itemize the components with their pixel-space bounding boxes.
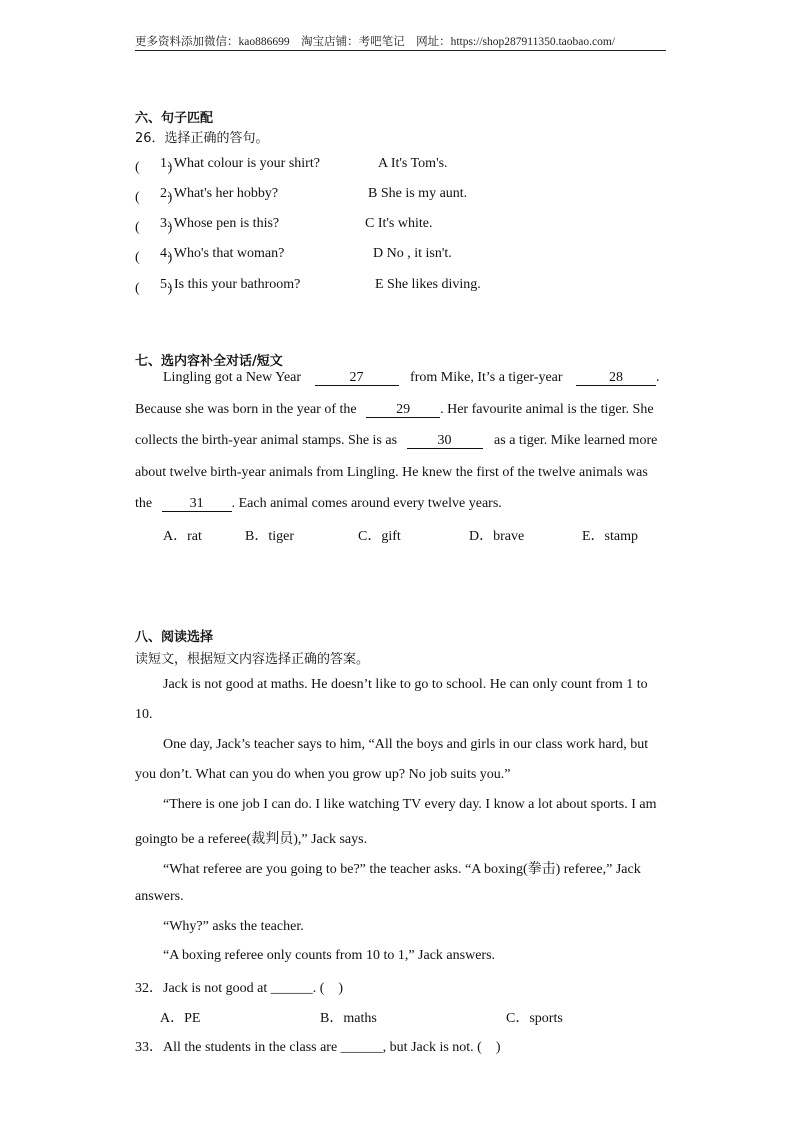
q2-paren: ( ) [135, 190, 173, 205]
passage7-line4: about twelve birth-year animals from Lingling. He knew the first of the twelve animals was [135, 465, 648, 480]
passage8-p3a: “There is one job I can do. I like watching TV every day. I know a lot about sports. I am [163, 797, 657, 812]
line2-text-a: Because she was born in the year of the [135, 402, 357, 417]
page-header: 更多资料添加微信：kao886699 淘宝店铺：考吧笔记 网址：https://shop287911350.taobao.com/ [135, 36, 615, 48]
passage8-p6: “A boxing referee only counts from 10 to 1,” Jack answers. [163, 948, 496, 963]
passage8-p1b: 10. [135, 707, 153, 722]
line3-text-b: as a tiger. Mike learned more [494, 433, 658, 448]
option-e: E．stamp [582, 529, 638, 544]
passage8-p1a: Jack is not good at maths. He doesn’t like to go to school. He can only count from 1 to [163, 677, 648, 692]
section6-instruction: 26．选择正确的答句。 [135, 131, 269, 146]
line2-text-b: . Her favourite animal is the tiger. She [440, 402, 654, 417]
blank-31: 31 [162, 496, 232, 512]
section8-title: 八、阅读选择 [135, 630, 214, 645]
q5-text: 5. Is this your bathroom? [160, 277, 301, 292]
q2-text: 2. What's her hobby? [160, 186, 279, 201]
q4-answer: D No , it isn't. [373, 246, 452, 261]
line1-text-b: from Mike, It’s a tiger-year [410, 370, 563, 385]
option-d: D．brave [469, 529, 525, 544]
option-c: C．gift [358, 529, 401, 544]
q4-text: 4. Who's that woman? [160, 246, 285, 261]
passage8-p2b: you don’t. What can you do when you grow up? No job suits you.” [135, 767, 511, 782]
section6-title: 六、句子匹配 [135, 111, 214, 126]
q1-text: 1. What colour is your shirt? [160, 156, 320, 171]
q4-paren: ( ) [135, 250, 173, 265]
q32-option-b: B．maths [320, 1011, 377, 1026]
section8-instruction: 读短文，根据短文内容选择正确的答案。 [135, 652, 370, 667]
passage8-p4b: answers. [135, 889, 184, 904]
q32-option-c: C．sports [506, 1011, 563, 1026]
q3-paren: ( ) [135, 220, 173, 235]
passage8-p4a: “What referee are you going to be?” the teacher asks. “A boxing(拳击) referee,” Jack [163, 862, 641, 877]
option-a: A．rat [163, 529, 202, 544]
blank-29: 29 [366, 402, 440, 418]
q2-answer: B She is my aunt. [368, 186, 468, 201]
line1-text-c: . [656, 370, 660, 385]
q1-paren: ( ) [135, 160, 173, 175]
passage8-p2a: One day, Jack’s teacher says to him, “All the boys and girls in our class work hard, but [163, 737, 649, 752]
header-divider [135, 50, 666, 51]
line5-text-b: . Each animal comes around every twelve years. [231, 496, 502, 511]
question-33: 33．All the students in the class are ______, but Jack is not. ( ) [135, 1040, 501, 1055]
section7-title: 七、选内容补全对话/短文 [135, 354, 283, 369]
line1-text-a: Lingling got a New Year [163, 370, 302, 385]
q3-text: 3. Whose pen is this? [160, 216, 280, 231]
blank-28: 28 [576, 370, 656, 386]
option-b: B．tiger [245, 529, 294, 544]
passage8-p3b: goingto be a referee(裁判员),” Jack says. [135, 832, 368, 847]
passage7-line1 [163, 370, 660, 386]
q32-option-a: A．PE [160, 1011, 201, 1026]
q5-answer: E She likes diving. [375, 277, 481, 292]
passage8-p5: “Why?” asks the teacher. [163, 919, 304, 934]
passage7-line3 [135, 433, 657, 449]
question-32: 32．Jack is not good at ______. ( ) [135, 981, 344, 996]
blank-27: 27 [315, 370, 399, 386]
line3-text-a: collects the birth-year animal stamps. She is as [135, 433, 398, 448]
q1-answer: A It's Tom's. [378, 156, 448, 171]
q3-answer: C It's white. [365, 216, 433, 231]
blank-30: 30 [407, 433, 483, 449]
passage7-line5 [135, 496, 502, 512]
line5-text-a: the [135, 496, 153, 511]
passage7-line2 [135, 402, 654, 418]
q5-paren: ( ) [135, 281, 173, 296]
